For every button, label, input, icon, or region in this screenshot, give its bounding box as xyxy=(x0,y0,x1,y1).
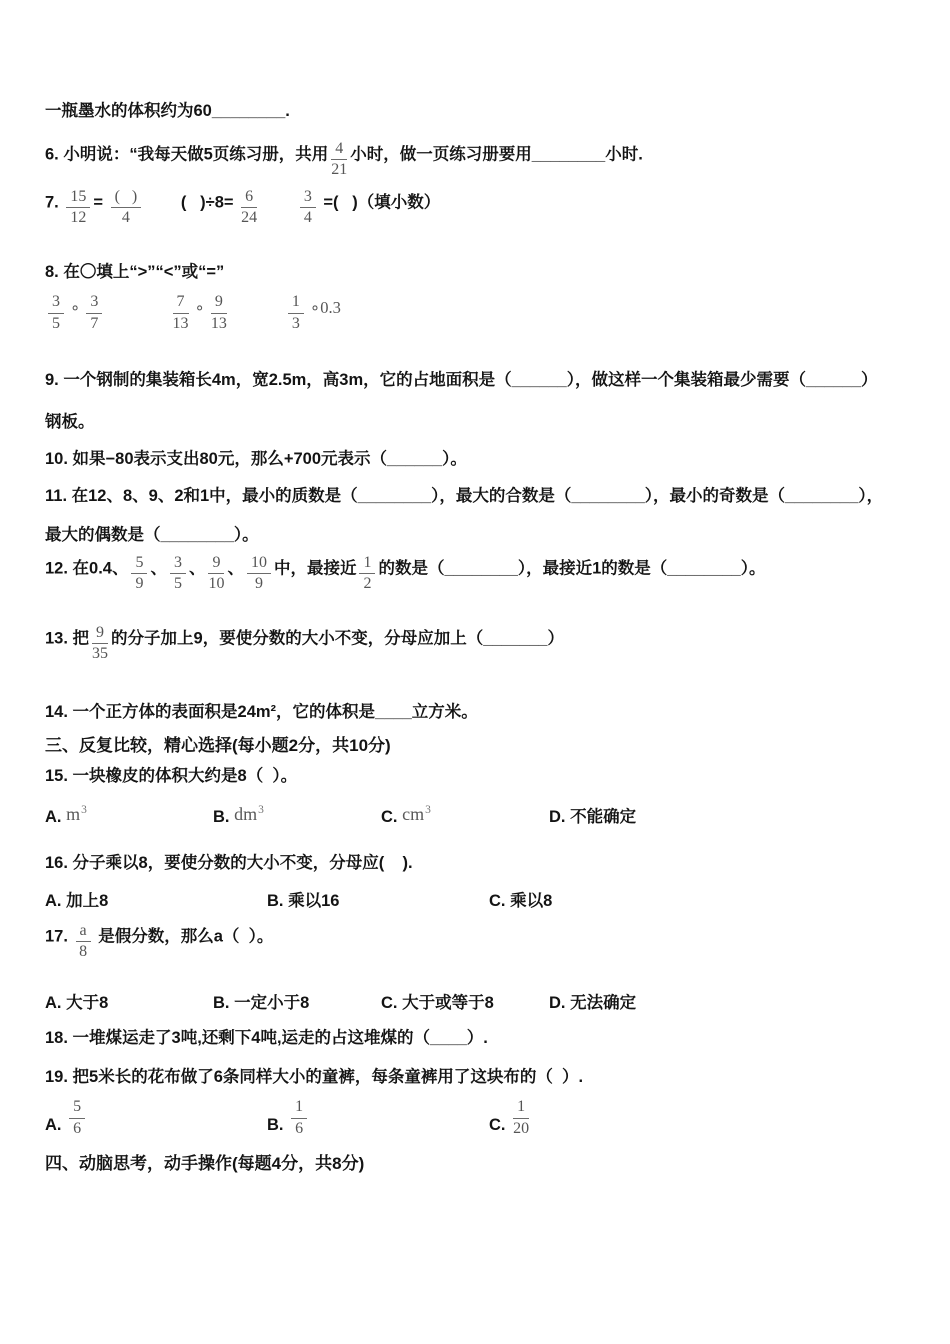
fraction-denominator: 8 xyxy=(79,943,88,961)
fraction-numerator: 1 xyxy=(359,554,375,574)
option-d xyxy=(549,806,636,830)
q11-line1 xyxy=(45,485,922,509)
fraction xyxy=(92,624,108,664)
q15-options xyxy=(45,804,922,830)
text-run: 、 xyxy=(150,559,167,578)
fraction-denominator: 24 xyxy=(241,209,258,227)
fraction-denominator: 13 xyxy=(172,314,189,332)
fraction-numerator: 6 xyxy=(241,188,257,208)
q17 xyxy=(45,922,922,962)
q8 xyxy=(45,261,922,285)
fraction xyxy=(359,554,375,594)
fraction xyxy=(331,140,347,180)
fraction xyxy=(66,188,90,228)
text-run xyxy=(230,299,285,317)
text-run: A. 加上8 xyxy=(45,891,109,910)
fraction xyxy=(48,293,64,333)
text-run: D. 无法确定 xyxy=(549,993,637,1012)
option-c xyxy=(489,890,552,914)
fraction-numerator: 3 xyxy=(300,188,316,208)
text-run: B. xyxy=(267,1116,289,1135)
text-run: A. 大于8 xyxy=(45,993,109,1012)
unit-base: m xyxy=(66,803,81,824)
option-a xyxy=(45,804,213,830)
unit-exponent: 3 xyxy=(425,803,431,816)
fraction-denominator: 13 xyxy=(210,314,227,332)
fraction-denominator: 5 xyxy=(173,575,182,593)
text-run: 17. xyxy=(45,927,73,946)
fraction-numerator: a xyxy=(76,922,91,942)
text-run xyxy=(260,193,297,211)
fraction-numerator: 3 xyxy=(170,554,186,574)
q8-compare xyxy=(45,293,922,333)
text-run: C. 乘以8 xyxy=(489,891,553,910)
text-run: 是假分数，那么a（ ）。 xyxy=(93,927,274,946)
fraction-denominator: 12 xyxy=(70,209,87,227)
fraction-numerator: 5 xyxy=(69,1098,85,1118)
fraction-numerator: 9 xyxy=(92,624,108,644)
option-b xyxy=(213,804,381,830)
fraction-denominator: 2 xyxy=(363,575,372,593)
option-c xyxy=(381,804,549,830)
exam-content xyxy=(45,100,922,1177)
fraction xyxy=(291,1098,307,1138)
unit-base: cm xyxy=(402,803,425,824)
text-run: 最大的偶数是（________）。 xyxy=(45,525,259,544)
text-run: ( )÷8= xyxy=(144,193,239,212)
option-b xyxy=(267,890,489,914)
q14 xyxy=(45,701,922,725)
fraction xyxy=(300,188,316,228)
fraction xyxy=(131,554,147,594)
text-run: 15. 一块橡皮的体积大约是8（ ）。 xyxy=(45,766,298,785)
fraction-denominator: 20 xyxy=(513,1119,530,1137)
text-run: 14. 一个正方体的表面积是24m²，它的体积是____立方米。 xyxy=(45,703,478,722)
q10 xyxy=(45,448,922,472)
option-c xyxy=(381,992,549,1016)
text-run: 18. 一堆煤运走了3吨,还剩下4吨,运走的占这堆煤的（____）. xyxy=(45,1029,488,1048)
fraction-denominator: 9 xyxy=(254,575,263,593)
q19 xyxy=(45,1066,922,1090)
text-run: 6. 小明说：“我每天做5页练习册，共用 xyxy=(45,145,329,164)
text-run: 小时，做一页练习册要用________小时. xyxy=(350,145,643,164)
fraction xyxy=(173,293,189,333)
unit xyxy=(66,801,87,827)
unit-exponent: 3 xyxy=(258,803,264,816)
text-run: B. xyxy=(213,808,235,827)
text-run: C. xyxy=(381,808,403,827)
fraction xyxy=(208,554,224,594)
text-run: 、 xyxy=(227,559,244,578)
text-run: B. 一定小于8 xyxy=(213,993,310,1012)
fraction-denominator: 3 xyxy=(291,314,300,332)
unit-exponent: 3 xyxy=(81,803,87,816)
fraction-numerator: 1 xyxy=(291,1098,307,1118)
fraction-numerator: 9 xyxy=(211,293,227,313)
fraction xyxy=(211,293,227,333)
fraction-denominator: 10 xyxy=(208,575,225,593)
text-run: 16. 分子乘以8，要使分数的大小不变，分母应( ). xyxy=(45,853,413,872)
text-run: 、 xyxy=(188,559,206,578)
q16-options xyxy=(45,890,922,914)
fraction-numerator: 3 xyxy=(48,293,64,313)
text-run: C. 大于或等于8 xyxy=(381,993,494,1012)
q17-options xyxy=(45,992,922,1016)
option-a xyxy=(45,890,267,914)
text-run: C. xyxy=(489,1116,511,1135)
unit-base: dm xyxy=(234,803,258,824)
unit xyxy=(402,801,431,827)
text-run: A. xyxy=(45,808,67,827)
text-run xyxy=(105,299,169,317)
text-run: 13. 把 xyxy=(45,628,90,647)
fraction-numerator: 15 xyxy=(66,188,90,208)
fraction-denominator: 7 xyxy=(90,314,99,332)
text-run: 12. 在0.4、 xyxy=(45,559,129,578)
fraction-denominator: 35 xyxy=(92,644,109,662)
fraction-denominator: 6 xyxy=(295,1119,304,1137)
q6 xyxy=(45,140,922,180)
text-run: 钢板。 xyxy=(45,413,95,432)
fraction xyxy=(76,922,91,962)
text-run: 10. 如果−80表示支出80元，那么+700元表示（______）。 xyxy=(45,450,467,469)
fraction-denominator: 9 xyxy=(135,575,144,593)
fraction-numerator: ( ) xyxy=(111,188,142,208)
fraction-numerator: 3 xyxy=(86,293,102,313)
text-run: 7. xyxy=(45,193,64,212)
text-run: 的分子加上9，要使分数的大小不变，分母应加上（_______） xyxy=(111,628,564,647)
fraction-numerator: 7 xyxy=(173,293,189,313)
option-c xyxy=(489,1098,532,1138)
q12 xyxy=(45,554,922,594)
fraction-numerator: 10 xyxy=(247,554,271,574)
option-a xyxy=(45,1098,267,1138)
q9-line1 xyxy=(45,369,922,393)
q13 xyxy=(45,624,922,664)
fraction-numerator: 1 xyxy=(288,293,304,313)
fraction-denominator: 4 xyxy=(303,209,312,227)
text-run: = xyxy=(93,193,108,212)
option-b xyxy=(267,1098,489,1138)
fraction xyxy=(247,554,271,594)
text-run: 8. 在〇填上“>”“<”或“=” xyxy=(45,263,225,282)
unit xyxy=(234,801,264,827)
q18 xyxy=(45,1027,922,1051)
fraction xyxy=(111,188,142,228)
text-run: 9. 一个钢制的集装箱长4m，宽2.5m，高3m，它的占地面积是（______），做这样一个集装箱最少需要（______） xyxy=(45,371,878,390)
fraction-numerator: 1 xyxy=(513,1098,529,1118)
math-text: ∘ xyxy=(70,297,81,317)
text-run: 四、动脑思考，动手操作(每题4分，共8分) xyxy=(45,1154,365,1174)
fraction-denominator: 6 xyxy=(73,1119,82,1137)
fraction-denominator: 21 xyxy=(331,161,348,179)
text-run: 一瓶墨水的体积约为60________. xyxy=(45,102,290,120)
text-run: 三、反复比较，精心选择(每小题2分，共10分) xyxy=(45,736,391,756)
section-4 xyxy=(45,1152,922,1177)
q5-blank-line xyxy=(45,100,922,124)
fraction xyxy=(241,188,257,228)
text-run: B. 乘以16 xyxy=(267,891,340,910)
text-run: =( )（填小数） xyxy=(318,193,441,212)
text-run: A. xyxy=(45,1116,67,1135)
q16 xyxy=(45,852,922,876)
text-run: D. 不能确定 xyxy=(549,808,637,827)
option-a xyxy=(45,992,213,1016)
fraction-denominator: 4 xyxy=(121,209,130,227)
q15 xyxy=(45,765,922,789)
fraction xyxy=(170,554,186,594)
text-run: 的数是（________），最接近1的数是（________）。 xyxy=(378,559,766,578)
fraction xyxy=(86,293,102,333)
option-b xyxy=(213,992,381,1016)
math-text: ∘0.3 xyxy=(309,297,341,317)
fraction xyxy=(513,1098,529,1138)
text-run: 中，最接近 xyxy=(273,559,357,578)
fraction-denominator: 5 xyxy=(52,314,60,332)
option-d xyxy=(549,992,636,1016)
text-run: 19. 把5米长的花布做了6条同样大小的童裤，每条童裤用了这块布的（ ）. xyxy=(45,1068,584,1087)
fraction-numerator: 5 xyxy=(131,554,147,574)
section-3 xyxy=(45,734,922,759)
fraction xyxy=(69,1098,85,1138)
q11-line2 xyxy=(45,524,922,548)
math-text: ∘ xyxy=(194,297,205,317)
text-run: 11. 在12、8、9、2和1中，最小的质数是（________），最大的合数是（________），最小的奇数是（________）， xyxy=(45,486,884,505)
fraction xyxy=(288,293,304,333)
fraction-numerator: 9 xyxy=(208,554,224,574)
q19-options xyxy=(45,1098,922,1138)
fraction-numerator: 4 xyxy=(331,140,347,160)
q9-line2 xyxy=(45,411,922,435)
q7 xyxy=(45,188,922,228)
